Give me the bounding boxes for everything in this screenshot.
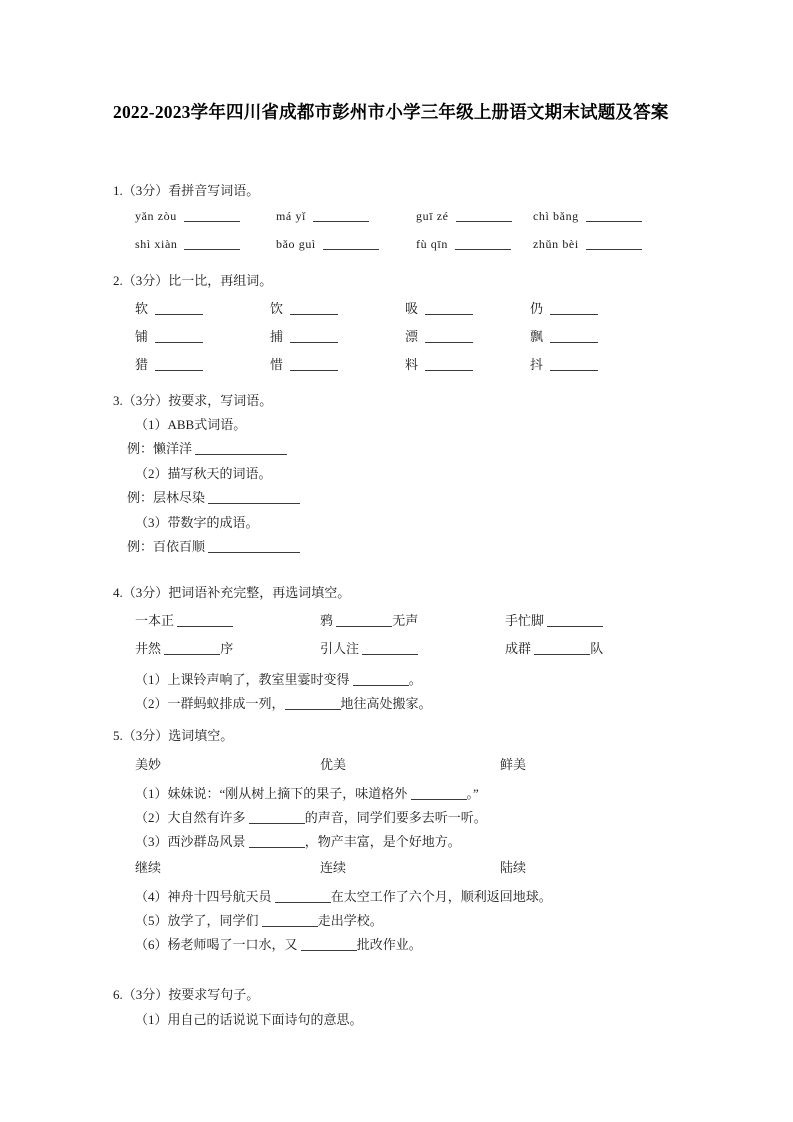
- answer-blank[interactable]: [547, 615, 603, 627]
- pinyin-item: [533, 237, 642, 252]
- answer-blank[interactable]: [290, 303, 338, 315]
- pinyin-text: fù qīn: [416, 237, 448, 251]
- idiom-item: [320, 610, 418, 629]
- char-item: [135, 298, 203, 317]
- question-2: [113, 271, 713, 382]
- word-option[interactable]: 陆续: [500, 860, 527, 875]
- answer-blank[interactable]: [275, 891, 331, 903]
- idiom-item: [135, 638, 233, 657]
- char-item: [530, 326, 598, 345]
- idiom-item: [505, 638, 603, 657]
- pinyin-item: [416, 237, 511, 252]
- question-2-char-row-1: [113, 298, 713, 326]
- example-text: 例：层林尽染: [127, 490, 206, 505]
- sentence-after: 地往高处搬家。: [340, 696, 432, 711]
- question-1: [113, 181, 713, 265]
- answer-blank[interactable]: [184, 238, 240, 250]
- char-item: [405, 354, 473, 373]
- question-3: [113, 391, 713, 556]
- pinyin-text: chì bǎng: [533, 209, 579, 223]
- question-4-idiom-row-1: [113, 610, 713, 638]
- pinyin-text: guī zé: [416, 209, 449, 223]
- idiom-prefix: 一本正: [135, 613, 175, 628]
- char-item: [530, 298, 598, 317]
- answer-blank[interactable]: [164, 643, 220, 655]
- pinyin-item: [533, 209, 642, 224]
- pinyin-text: shì xiàn: [135, 237, 178, 251]
- sentence-after: 。: [408, 672, 422, 687]
- question-3-item-3-label: （3）带数字的成语。: [135, 515, 259, 530]
- char-text: 捕: [270, 329, 284, 344]
- pinyin-item: [416, 209, 512, 224]
- answer-blank[interactable]: [155, 303, 203, 315]
- answer-blank[interactable]: [313, 210, 369, 222]
- question-5-fill-6: [113, 935, 713, 954]
- pinyin-item: [276, 209, 369, 224]
- question-5-fill-3: [113, 832, 713, 851]
- sentence-before: （1）上课铃声响了，教室里霎时变得: [135, 672, 350, 687]
- word-option[interactable]: 优美: [320, 757, 347, 772]
- char-text: 漂: [405, 329, 419, 344]
- answer-blank[interactable]: [323, 238, 379, 250]
- sentence-before: （5）放学了，同学们: [135, 913, 259, 928]
- answer-blank[interactable]: [362, 643, 418, 655]
- word-option[interactable]: 连续: [320, 860, 347, 875]
- question-3-item-2-label: （2）描写秋天的词语。: [135, 466, 272, 481]
- char-item: [270, 326, 338, 345]
- char-text: 猎: [135, 357, 149, 372]
- question-6-heading: 6.（3分）按要求写句子。: [113, 987, 260, 1002]
- answer-blank[interactable]: [586, 210, 642, 222]
- idiom-suffix: 无声: [392, 613, 419, 628]
- sentence-after: 批改作业。: [356, 937, 422, 952]
- question-5: [113, 726, 713, 954]
- answer-blank[interactable]: [208, 492, 300, 504]
- question-1-pinyin-row-1: [113, 209, 713, 237]
- sentence-before: （6）杨老师喝了一口水，又: [135, 937, 298, 952]
- pinyin-item: [135, 209, 240, 224]
- char-item: [270, 354, 338, 373]
- question-5-fill-1: [113, 784, 713, 803]
- char-item: [530, 354, 598, 373]
- idiom-prefix: 成群: [505, 641, 532, 656]
- answer-blank[interactable]: [290, 331, 338, 343]
- example-text: 例：百依百顺: [127, 539, 206, 554]
- question-1-heading: 1.（3分）看拼音写词语。: [113, 183, 260, 198]
- answer-blank[interactable]: [285, 698, 341, 710]
- char-text: 饮: [270, 301, 284, 316]
- question-6-item-1-label: （1）用自己的话说说下面诗句的意思。: [135, 1012, 363, 1027]
- question-3-heading: 3.（3分）按要求，写词语。: [113, 393, 273, 408]
- word-option[interactable]: 美妙: [135, 757, 162, 772]
- idiom-suffix: 队: [590, 641, 604, 656]
- char-text: 吸: [405, 301, 419, 316]
- char-text: 软: [135, 301, 149, 316]
- answer-blank[interactable]: [184, 210, 240, 222]
- answer-blank[interactable]: [155, 359, 203, 371]
- idiom-prefix: 引人注: [320, 641, 360, 656]
- pinyin-text: yǎn zòu: [135, 209, 177, 223]
- question-4-fill-2: [113, 694, 713, 713]
- question-1-pinyin-row-2: [113, 237, 713, 265]
- answer-blank[interactable]: [353, 674, 409, 686]
- pinyin-item: [276, 237, 379, 252]
- sentence-before: （1）妹妹说：“刚从树上摘下的果子，味道格外: [135, 786, 408, 801]
- question-5-word-bank-2: [113, 857, 713, 883]
- sentence-before: （4）神舟十四号航天员: [135, 889, 272, 904]
- answer-blank[interactable]: [425, 331, 473, 343]
- answer-blank[interactable]: [290, 359, 338, 371]
- sentence-after: 的声音，同学们要多去听一听。: [304, 810, 487, 825]
- char-item: [270, 298, 338, 317]
- char-item: [135, 354, 203, 373]
- answer-blank[interactable]: [249, 812, 305, 824]
- question-2-heading: 2.（3分）比一比，再组词。: [113, 273, 273, 288]
- question-3-item-1-example: [113, 439, 713, 458]
- char-item: [135, 326, 203, 345]
- idiom-item: [505, 610, 603, 629]
- answer-blank[interactable]: [455, 238, 511, 250]
- pinyin-text: bǎo guì: [276, 237, 316, 251]
- question-5-fill-4: [113, 887, 713, 906]
- sentence-after: 走出学校。: [317, 913, 383, 928]
- char-item: [405, 326, 473, 345]
- sentence-before: （2）大自然有许多: [135, 810, 246, 825]
- question-6: [113, 985, 713, 1029]
- pinyin-item: [135, 237, 240, 252]
- question-5-word-bank-1: [113, 754, 713, 780]
- question-4-heading: 4.（3分）把词语补充完整，再选词填空。: [113, 585, 351, 600]
- answer-blank[interactable]: [155, 331, 203, 343]
- word-option[interactable]: 鲜美: [500, 757, 527, 772]
- question-3-item-2-example: [113, 488, 713, 507]
- idiom-item: [320, 638, 418, 657]
- answer-blank[interactable]: [301, 939, 357, 951]
- idiom-prefix: 鸦: [320, 613, 334, 628]
- char-item: [405, 298, 473, 317]
- answer-blank[interactable]: [534, 643, 590, 655]
- word-option[interactable]: 继续: [135, 860, 162, 875]
- char-text: 飘: [530, 329, 544, 344]
- question-5-heading: 5.（3分）选词填空。: [113, 728, 234, 743]
- idiom-prefix: 井然: [135, 641, 162, 656]
- question-2-char-row-3: [113, 354, 713, 382]
- answer-blank[interactable]: [208, 541, 300, 553]
- idiom-prefix: 手忙脚: [505, 613, 545, 628]
- sentence-before: （2）一群蚂蚁排成一列，: [135, 696, 285, 711]
- char-text: 仍: [530, 301, 544, 316]
- question-4-fill-1: [113, 670, 713, 689]
- idiom-item: [135, 610, 233, 629]
- question-2-char-row-2: [113, 326, 713, 354]
- answer-blank[interactable]: [550, 359, 598, 371]
- question-4-idiom-row-2: [113, 638, 713, 666]
- answer-blank[interactable]: [411, 788, 467, 800]
- answer-blank[interactable]: [262, 915, 318, 927]
- question-3-item-3-example: [113, 537, 713, 556]
- page-title: 2022-2023学年四川省成都市彭州市小学三年级上册语文期末试题及答案: [113, 102, 669, 122]
- sentence-after: 在太空工作了六个月，顺利返回地球。: [330, 889, 552, 904]
- question-3-item-1-label: （1）ABB式词语。: [135, 417, 247, 432]
- answer-blank[interactable]: [586, 238, 642, 250]
- pinyin-text: má yǐ: [276, 209, 306, 223]
- char-text: 抖: [530, 357, 544, 372]
- answer-blank[interactable]: [550, 303, 598, 315]
- char-text: 料: [405, 357, 419, 372]
- answer-blank[interactable]: [425, 359, 473, 371]
- sentence-after: 。”: [466, 786, 479, 801]
- question-4: [113, 583, 713, 713]
- question-5-fill-5: [113, 911, 713, 930]
- answer-blank[interactable]: [425, 303, 473, 315]
- example-text: 例：懒洋洋: [127, 441, 193, 456]
- sentence-after: ，物产丰富，是个好地方。: [304, 834, 461, 849]
- answer-blank[interactable]: [456, 210, 512, 222]
- question-5-fill-2: [113, 808, 713, 827]
- pinyin-text: zhǔn bèi: [533, 237, 579, 251]
- sentence-before: （3）西沙群岛风景: [135, 834, 246, 849]
- char-text: 惜: [270, 357, 284, 372]
- answer-blank[interactable]: [249, 836, 305, 848]
- char-text: 铺: [135, 329, 149, 344]
- answer-blank[interactable]: [177, 615, 233, 627]
- answer-blank[interactable]: [550, 331, 598, 343]
- answer-blank[interactable]: [195, 443, 287, 455]
- idiom-suffix: 序: [220, 641, 234, 656]
- answer-blank[interactable]: [336, 615, 392, 627]
